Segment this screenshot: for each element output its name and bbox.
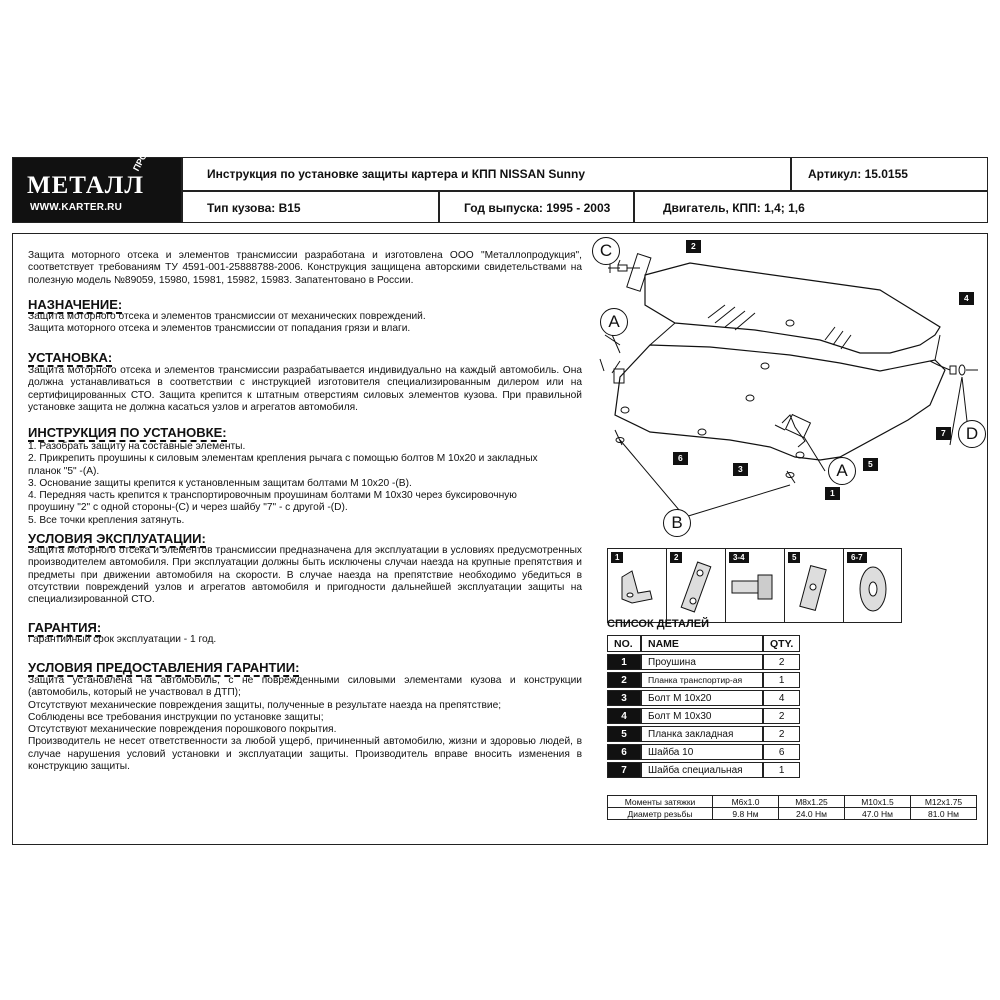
purpose-heading: НАЗНАЧЕНИЕ: (28, 297, 123, 312)
logo-main-text: МЕТАЛЛ (27, 172, 145, 199)
column-header: QTY. (763, 635, 800, 652)
torque-cell: M6x1.0 (713, 796, 779, 808)
table-row (607, 672, 800, 688)
part-qty: 6 (763, 744, 800, 760)
torque-label: Диаметр резьбы (608, 808, 713, 820)
part-qty: 2 (763, 654, 800, 670)
table-row (608, 796, 977, 808)
company-logo (13, 118, 181, 222)
document-title: Инструкция по установке защиты картера и КПП NISSAN Sunny (207, 167, 585, 181)
torque-cell: 81.0 Нм (911, 808, 977, 820)
part-illustration (667, 549, 726, 622)
divider (438, 190, 440, 222)
point-a: A (828, 457, 856, 485)
table-row (607, 744, 800, 760)
instruction-step: 1. Разобрать защиту на составные элементы. (28, 441, 246, 452)
point-c: C (592, 237, 620, 265)
callout-5: 5 (863, 458, 878, 471)
part-no: 1 (607, 654, 641, 670)
warranty-conditions-text (28, 675, 582, 773)
skid-plate-drawing (590, 235, 990, 545)
logo-side-text: ПРОДУКЦИЯ (131, 118, 167, 173)
instruction-step: 3. Основание защиты крепится к установленным защитам болтами М 10х20 -(В). (28, 477, 412, 489)
engine-gearbox: Двигатель, КПП: 1,4; 1,6 (663, 201, 805, 215)
part-qty: 4 (763, 690, 800, 706)
column-header: NO. (607, 635, 641, 652)
instructions-heading: ИНСТРУКЦИЯ ПО УСТАНОВКЕ: (28, 425, 227, 440)
divider (181, 190, 987, 192)
part-no: 2 (607, 672, 641, 688)
installation-heading: УСТАНОВКА: (28, 350, 113, 365)
purpose-text (28, 311, 582, 336)
parts-illustrations (607, 548, 902, 623)
part-name: Проушина (641, 654, 763, 670)
point-d: D (958, 420, 986, 448)
torque-cell: 9.8 Нм (713, 808, 779, 820)
logo-url: WWW.KARTER.RU (30, 202, 123, 213)
part-no: 3 (607, 690, 641, 706)
part-illustration (844, 549, 902, 622)
part-qty: 2 (763, 726, 800, 742)
table-header-row (607, 635, 800, 652)
article-number: Артикул: 15.0155 (808, 167, 908, 181)
torque-cell: 47.0 Нм (845, 808, 911, 820)
purpose-line: Защита моторного отсека и элементов трансмиссии от механических повреждений. (28, 311, 426, 322)
warranty-condition: Производитель не несет ответственности за любой ущерб, причиненный автомобилю, жизни и здоровью людей, в случае нарушения условий установки и эксплуатации защиты. Производитель вправе вносить изменения в конструкцию защиты. (28, 736, 582, 773)
operation-text: Защита моторного отсека и элементов трансмиссии предназначена для эксплуатации в условиях предусмотренных производителем автомобиля. При эксплуатации должны быть исключены случаи наезда на крупные препятствия и предметы при движении автомобиля на скорости. В случае наезда на препятствие необходимо убедиться в отсутствии повреждений узлов и агрегатов автомобиля и пригодности дальнейшей эксплуатации защиты на специализированной СТО. (28, 545, 582, 606)
instruction-step: 4. Передняя часть крепится к транспортировочным проушинам болтами М 10х30 через буксировочную (28, 490, 517, 502)
part-no: 4 (607, 708, 641, 724)
instructions-list (28, 441, 582, 527)
part-number: 3-4 (729, 552, 749, 563)
part-qty: 1 (763, 762, 800, 778)
part-number: 2 (670, 552, 682, 563)
parts-list-table (607, 633, 800, 780)
operation-heading: УСЛОВИЯ ЭКСПЛУАТАЦИИ: (28, 531, 206, 546)
instruction-step: 2. Прикрепить проушины к силовым элементам крепления рычага с помощью болтов М 10х20 и закладных (28, 453, 538, 465)
callout-2: 2 (686, 240, 701, 253)
instruction-step: проушину "2" с одной стороны-(С) и через шайбу "7" - с другой -(D). (28, 502, 348, 514)
warranty-condition: Защита установлена на автомобиль, с не поврежденными силовыми элементами кузова и конструкции (автомобиль, который не участвовал в ДТП); (28, 675, 582, 699)
part-qty: 1 (763, 672, 800, 688)
body-type: Тип кузова: B15 (207, 201, 301, 215)
intro-text: Защита моторного отсека и элементов трансмиссии разработана и изготовлена ООО "Металлопродукция", соответствует требованиям ТУ 4591-001-25888788-2006. Конструкция защищена авторскими свидетельствами на полезную модель №89059, 15980, 15981, 15982, 15983. Запатентовано в России. (28, 250, 582, 286)
warranty-condition: Отсутствуют механические повреждения защиты, полученные в результате наезда на препятствие; (28, 699, 502, 711)
part-no: 5 (607, 726, 641, 742)
callout-7: 7 (936, 427, 951, 440)
part-name: Планка транспортир-ая (641, 672, 763, 688)
callout-1: 1 (825, 487, 840, 500)
torque-label: Моменты затяжки (608, 796, 713, 808)
part-name: Болт М 10х20 (641, 690, 763, 706)
part-qty: 2 (763, 708, 800, 724)
torque-cell: 24.0 Нм (779, 808, 845, 820)
table-row (607, 690, 800, 706)
callout-3: 3 (733, 463, 748, 476)
installation-text: Защита моторного отсека и элементов трансмиссии разрабатывается индивидуально на каждый автомобиль. Она должна устанавливаться в соответствии с инструкцией изготовителя специализированным дилером или на сертифицированных СТО. Защита крепится к штатным отверстиям силовых элементов кузова. При правильной установке защита не должна касаться узлов и агрегатов автомобиля. (28, 365, 582, 413)
divider (633, 190, 635, 222)
torque-cell: M10x1.5 (845, 796, 911, 808)
table-row (608, 808, 977, 820)
warranty-text: Гарантийный срок эксплуатации - 1 год. (28, 634, 217, 645)
part-illustration (785, 549, 844, 622)
part-name: Шайба 10 (641, 744, 763, 760)
part-name: Планка закладная (641, 726, 763, 742)
warranty-conditions-heading: УСЛОВИЯ ПРЕДОСТАВЛЕНИЯ ГАРАНТИИ: (28, 660, 300, 675)
instruction-step: 5. Все точки крепления затянуть. (28, 514, 185, 526)
part-name: Шайба специальная (641, 762, 763, 778)
part-no: 6 (607, 744, 641, 760)
column-header: NAME (641, 635, 763, 652)
callout-4: 4 (959, 292, 974, 305)
part-number: 5 (788, 552, 800, 563)
torque-cell: M12x1.75 (911, 796, 977, 808)
table-row (607, 726, 800, 742)
warranty-heading: ГАРАНТИЯ: (28, 620, 102, 635)
table-row (607, 708, 800, 724)
torque-cell: M8x1.25 (779, 796, 845, 808)
table-row (607, 762, 800, 778)
divider (790, 158, 792, 190)
torque-table (607, 795, 977, 820)
part-illustration (608, 549, 667, 622)
part-number: 1 (611, 552, 623, 563)
table-row (607, 654, 800, 670)
parts-list-title: СПИСОК ДЕТАЛЕЙ (607, 618, 709, 630)
purpose-line: Защита моторного отсека и элементов трансмиссии от попадания грязи и влаги. (28, 323, 411, 335)
part-no: 7 (607, 762, 641, 778)
assembly-diagram (590, 235, 990, 545)
instructions-section (28, 424, 227, 442)
callout-6: 6 (673, 452, 688, 465)
warranty-condition: Соблюдены все требования инструкции по установке защиты; (28, 711, 324, 723)
point-b: B (663, 509, 691, 537)
instruction-step: планок "5" -(А). (28, 465, 100, 477)
production-years: Год выпуска: 1995 - 2003 (464, 201, 611, 215)
point-a: A (600, 308, 628, 336)
rear-plate (645, 263, 940, 353)
part-name: Болт М 10х30 (641, 708, 763, 724)
warranty-condition: Отсутствуют механические повреждения порошкового покрытия. (28, 724, 337, 736)
part-number: 6-7 (847, 552, 867, 563)
part-illustration (726, 549, 785, 622)
front-plate (615, 345, 945, 460)
document-header (12, 118, 988, 223)
